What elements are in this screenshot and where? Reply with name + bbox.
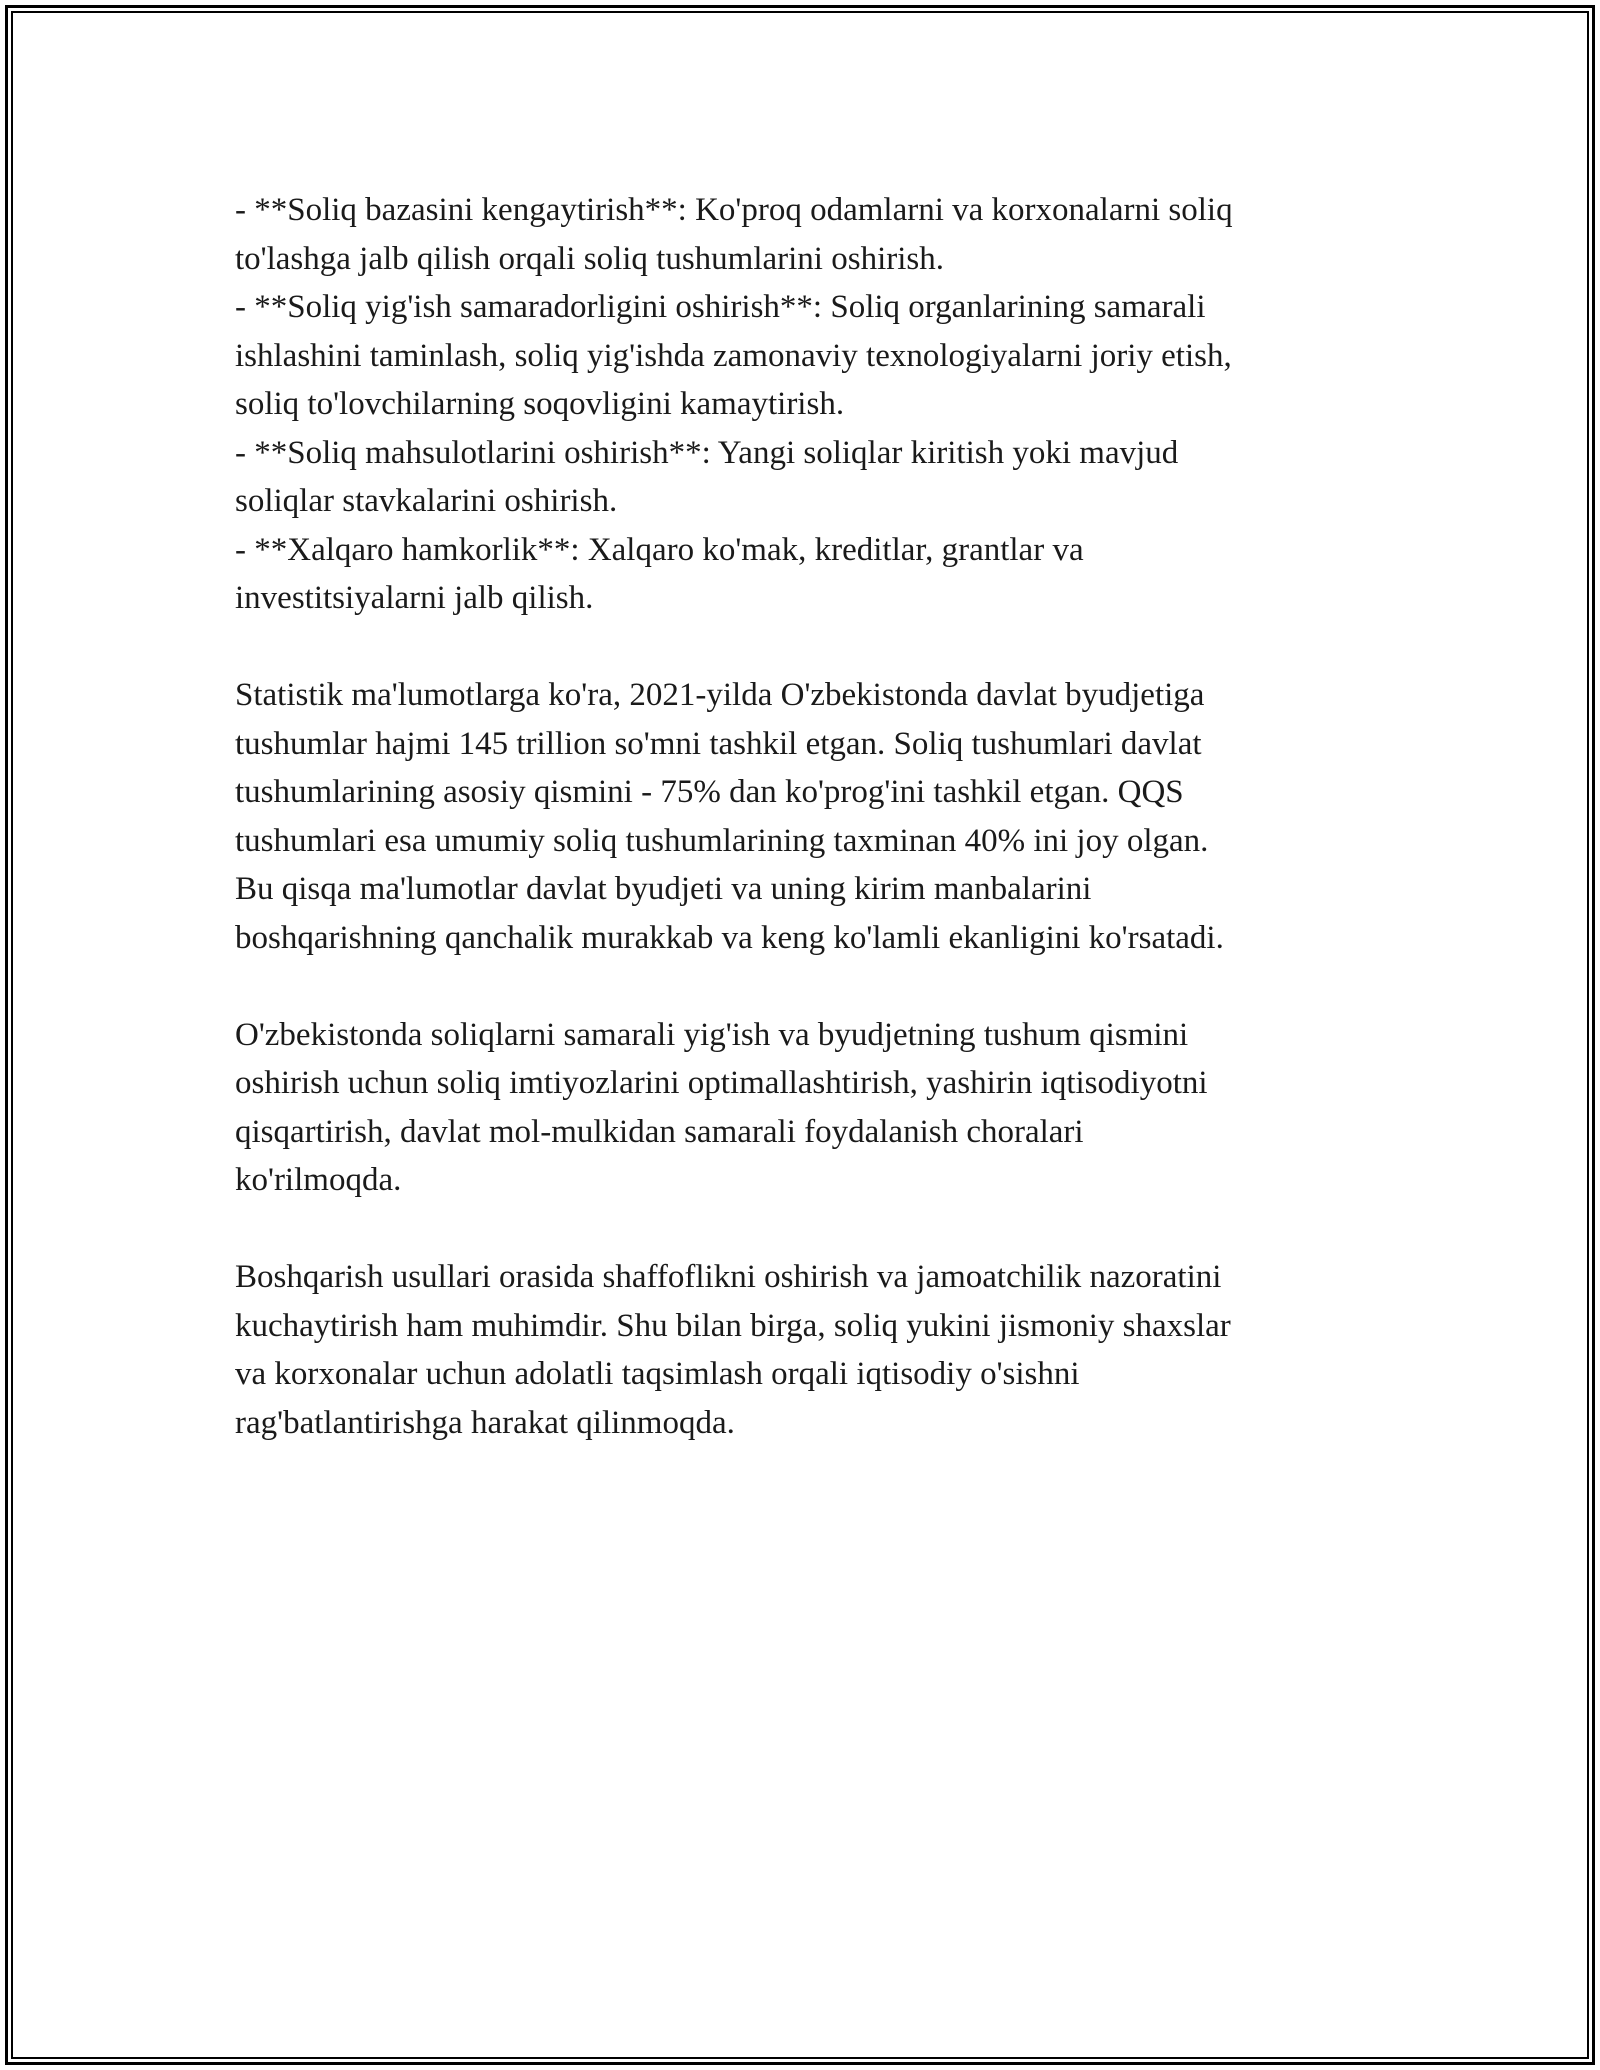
document-body (235, 186, 1355, 1447)
bullet-international-cooperation-line-1: - **Xalqaro hamkorlik**: Xalqaro ko'mak, kreditlar, grantlar va (235, 531, 1084, 568)
paragraph-line: va korxonalar uchun adolatli taqsimlash orqali iqtisodiy o'sishni (235, 1356, 1080, 1392)
paragraph-line: tushumlari esa umumiy soliq tushumlarining taxminan 40% ini joy olgan. (235, 822, 1209, 859)
paragraph-line: O'zbekistonda soliqlarni samarali yig'ish va byudjetning tushum qismini (235, 1016, 1189, 1053)
paragraph-line: oshirish uchun soliq imtiyozlarini optimallashtirish, yashirin iqtisodiyotni (235, 1065, 1208, 1101)
paragraph-line: tushumlar hajmi 145 trillion so'mni tashkil etgan. Soliq tushumlari davlat (235, 725, 1202, 762)
paragraph-measures (235, 1011, 1355, 1205)
paragraph-spacer (235, 623, 1355, 672)
bullet-collection-efficiency-line-1: - **Soliq yig'ish samaradorligini oshirish**: Soliq organlarining samarali (235, 289, 1206, 325)
bullet-tax-base-line-2: to'lashga jalb qilish orqali soliq tushumlarini oshirish. (235, 240, 944, 277)
bullet-international-cooperation-line-2: investitsiyalarni jalb qilish. (235, 580, 594, 616)
paragraph-line: Statistik ma'lumotlarga ko'ra, 2021-yilda O'zbekistonda davlat byudjetiga (235, 677, 1205, 713)
paragraph-spacer (235, 962, 1355, 1011)
paragraph-management (235, 1253, 1355, 1447)
paragraph-line: Bu qisqa ma'lumotlar davlat byudjeti va uning kirim manbalarini (235, 871, 1092, 907)
bullet-tax-base-line-1: - **Soliq bazasini kengaytirish**: Ko'proq odamlarni va korxonalarni soliq (235, 192, 1233, 228)
paragraph-line: rag'batlantirishga harakat qilinmoqda. (235, 1404, 735, 1441)
paragraph-line: ko'rilmoqda. (235, 1162, 402, 1198)
paragraph-line: boshqarishning qanchalik murakkab va keng ko'lamli ekanligini ko'rsatadi. (235, 919, 1224, 956)
paragraph-line: kuchaytirish ham muhimdir. Shu bilan birga, soliq yukini jismoniy shaxslar (235, 1307, 1231, 1344)
bullet-list (235, 186, 1355, 623)
bullet-tax-products-line-2: soliqlar stavkalarini oshirish. (235, 483, 618, 519)
paragraph-statistics (235, 671, 1355, 962)
paragraph-line: qisqartirish, davlat mol-mulkidan samarali foydalanish choralari (235, 1113, 1084, 1150)
paragraph-line: tushumlarining asosiy qismini - 75% dan ko'prog'ini tashkil etgan. QQS (235, 774, 1184, 810)
paragraph-spacer (235, 1205, 1355, 1254)
bullet-tax-products-line-1: - **Soliq mahsulotlarini oshirish**: Yangi soliqlar kiritish yoki mavjud (235, 434, 1179, 471)
paragraph-line: Boshqarish usullari orasida shaffoflikni oshirish va jamoatchilik nazoratini (235, 1259, 1222, 1295)
bullet-collection-efficiency-line-2: ishlashini taminlash, soliq yig'ishda zamonaviy texnologiyalarni joriy etish, (235, 337, 1232, 374)
bullet-collection-efficiency-line-3: soliq to'lovchilarning soqovligini kamaytirish. (235, 386, 845, 422)
